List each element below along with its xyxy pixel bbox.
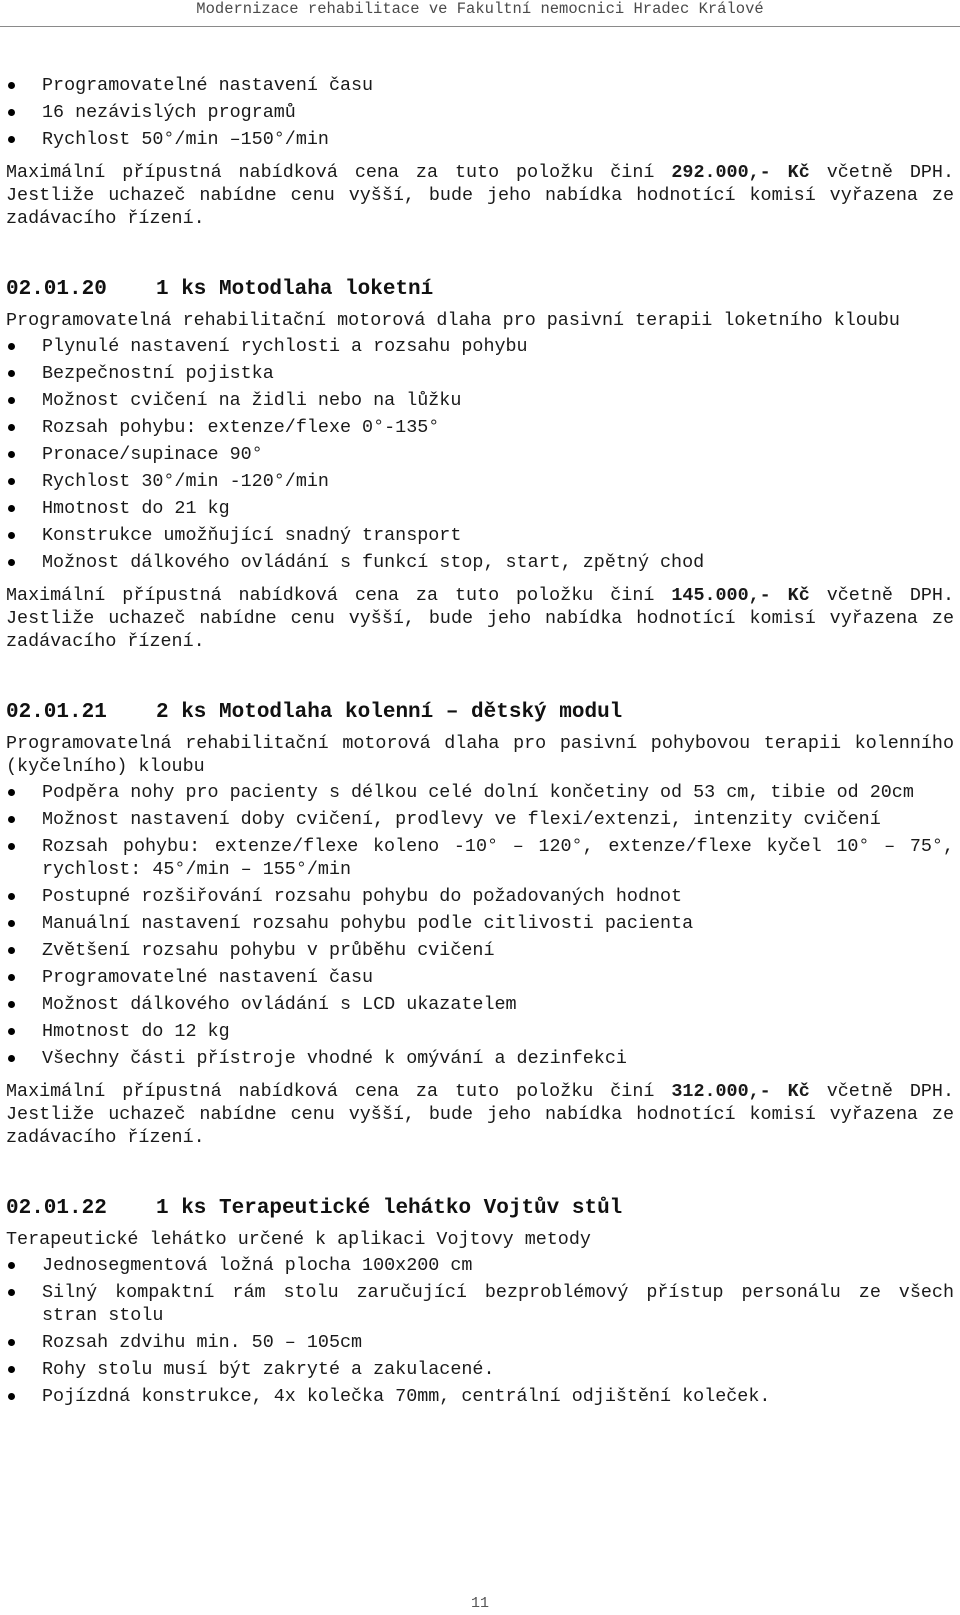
list-item: Rozsah pohybu: extenze/flexe 0°-135°	[6, 416, 954, 439]
price-text-after: včetně DPH. Jestliže uchazeč nabídne cenu vyšší, bude jeho nabídka hodnotící komisí vyřazena ze zadávacího řízení.	[6, 585, 955, 652]
list-item: Všechny části přístroje vhodné k omývání a dezinfekci	[6, 1047, 954, 1070]
page-header	[0, 0, 960, 27]
price-paragraph	[6, 1080, 954, 1149]
list-item: Možnost dálkového ovládání s funkcí stop, start, zpětný chod	[6, 551, 954, 574]
list-item: Konstrukce umožňující snadný transport	[6, 524, 954, 547]
list-item: Možnost cvičení na židli nebo na lůžku	[6, 389, 954, 412]
price-text-after: včetně DPH. Jestliže uchazeč nabídne cenu vyšší, bude jeho nabídka hodnotící komisí vyřazena ze zadávacího řízení.	[6, 162, 955, 229]
list-item: Možnost dálkového ovládání s LCD ukazatelem	[6, 993, 954, 1016]
list-item: Hmotnost do 21 kg	[6, 497, 954, 520]
intro-bullet-list	[6, 74, 954, 151]
list-item: Zvětšení rozsahu pohybu v průběhu cvičení	[6, 939, 954, 962]
list-item: Jednosegmentová ložná plocha 100x200 cm	[6, 1254, 954, 1277]
price-amount: 292.000,- Kč	[671, 162, 810, 183]
list-item: Rozsah pohybu: extenze/flexe koleno -10° – 120°, extenze/flexe kyčel 10° – 75°, rychlost: 45°/min – 155°/min	[6, 835, 954, 881]
section-bullet-list	[6, 335, 954, 574]
section-heading	[6, 277, 954, 303]
list-item: 16 nezávislých programů	[6, 101, 954, 124]
page-number: 11	[470, 1595, 489, 1612]
list-item: Programovatelné nastavení času	[6, 74, 954, 97]
price-text-before: Maximální přípustná nabídková cena za tuto položku činí	[6, 585, 672, 606]
price-paragraph	[6, 584, 954, 653]
list-item: Podpěra nohy pro pacienty s délkou celé dolní končetiny od 53 cm, tibie od 20cm	[6, 781, 954, 804]
list-item: Programovatelné nastavení času	[6, 966, 954, 989]
list-item: Hmotnost do 12 kg	[6, 1020, 954, 1043]
price-paragraph	[6, 161, 954, 230]
section-description: Programovatelná rehabilitační motorová dlaha pro pasivní pohybovou terapii kolenního (kyčelního) kloubu	[6, 733, 954, 777]
section-title: 1 ks Terapeutické lehátko Vojtův stůl	[156, 1197, 623, 1220]
list-item: Bezpečnostní pojistka	[6, 362, 954, 385]
section-number: 02.01.21	[6, 701, 107, 724]
list-item: Rychlost 50°/min –150°/min	[6, 128, 954, 151]
section-description: Programovatelná rehabilitační motorová dlaha pro pasivní terapii loketního kloubu	[6, 310, 900, 331]
section-heading	[6, 700, 954, 726]
section-heading	[6, 1196, 954, 1222]
price-text-before: Maximální přípustná nabídková cena za tuto položku činí	[6, 1081, 672, 1102]
list-item: Silný kompaktní rám stolu zaručující bezproblémový přístup personálu ze všech stran stolu	[6, 1281, 954, 1327]
list-item: Možnost nastavení doby cvičení, prodlevy ve flexi/extenzi, intenzity cvičení	[6, 808, 954, 831]
document-body	[6, 74, 954, 1412]
section-number: 02.01.20	[6, 278, 107, 301]
list-item: Manuální nastavení rozsahu pohybu podle citlivosti pacienta	[6, 912, 954, 935]
section-bullet-list	[6, 781, 954, 1070]
section-description: Terapeutické lehátko určené k aplikaci Vojtovy metody	[6, 1229, 591, 1250]
price-amount: 312.000,- Kč	[671, 1081, 810, 1102]
list-item: Pojízdná konstrukce, 4x kolečka 70mm, centrální odjištění koleček.	[6, 1385, 954, 1408]
list-item: Postupné rozšiřování rozsahu pohybu do požadovaných hodnot	[6, 885, 954, 908]
list-item: Pronace/supinace 90°	[6, 443, 954, 466]
list-item: Rychlost 30°/min -120°/min	[6, 470, 954, 493]
section-title: 1 ks Motodlaha loketní	[156, 278, 434, 301]
section-number: 02.01.22	[6, 1197, 107, 1220]
page-header-title: Modernizace rehabilitace ve Fakultní nemocnici Hradec Králové	[196, 0, 764, 18]
list-item: Rohy stolu musí být zakryté a zakulacené.	[6, 1358, 954, 1381]
price-text-after: včetně DPH. Jestliže uchazeč nabídne cenu vyšší, bude jeho nabídka hodnotící komisí vyřazena ze zadávacího řízení.	[6, 1081, 955, 1148]
price-amount: 145.000,- Kč	[671, 585, 810, 606]
section-bullet-list	[6, 1254, 954, 1408]
list-item: Rozsah zdvihu min. 50 – 105cm	[6, 1331, 954, 1354]
price-text-before: Maximální přípustná nabídková cena za tuto položku činí	[6, 162, 672, 183]
section-title: 2 ks Motodlaha kolenní – dětský modul	[156, 701, 623, 724]
list-item: Plynulé nastavení rychlosti a rozsahu pohybu	[6, 335, 954, 358]
